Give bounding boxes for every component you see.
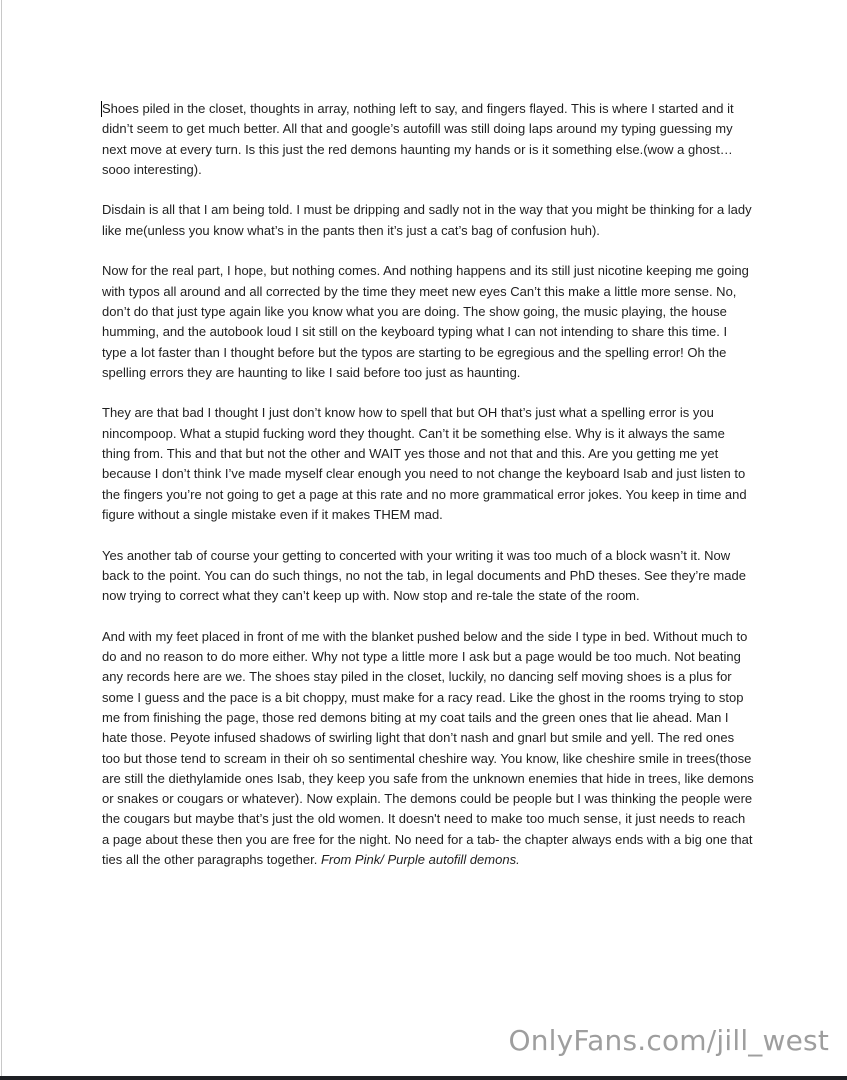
paragraph-1: Shoes piled in the closet, thoughts in array, nothing left to say, and fingers flayed. This is where I started and it didn’t seem to get much better. All that and google’s autofill was still doing laps around my typing guessing my next move at every turn. Is this just the red demons haunting my hands or is it something else.(wow a ghost… sooo interesting).: [102, 101, 734, 177]
paragraph-4: They are that bad I thought I just don’t know how to spell that but OH that’s just what a spelling error is you nincompoop. What a stupid fucking word they thought. Can’t it be something else. Why is it always the same thing from. This and that but not the other and WAIT yes those and not that and this. Are you getting me yet because I don’t think I’ve made myself clear enough you need to not change the keyboard Isab and just listen to the fingers you’re not going to get a page at this rate and no more grammatical error jokes. You keep in time and figure without a single mistake even if it makes THEM mad.: [102, 405, 747, 522]
paragraph-5: Yes another tab of course your getting to concerted with your writing it was too much of a block wasn’t it. Now back to the point. You can do such things, no not the tab, in legal documents and PhD theses. See they’re made now trying to correct what they can’t keep up with. Now stop and re-tale the state of the room.: [102, 547, 746, 604]
paragraph-2: Disdain is all that I am being told. I must be dripping and sadly not in the way that you might be thinking for a lady like me(unless you know what’s in the pants then it’s just a cat’s bag of confusion huh).: [102, 202, 752, 238]
bottom-taskbar-edge: [0, 1076, 847, 1080]
signature-line: From Pink/ Purple autofill demons.: [320, 851, 520, 867]
watermark-text: OnlyFans.com/jill_west: [508, 1024, 829, 1057]
paragraph-6: [102, 627, 754, 871]
paragraph-3: Now for the real part, I hope, but nothing comes. And nothing happens and its still just nicotine keeping me going with typos all around and all corrected by the time they meet new eyes Can’t this make a little more sense. No, don’t do that just type again like you know what you are doing. The show going, the music playing, the house humming, and the autobook loud I sit still on the keyboard typing what I can not intending to share this time. I type a lot faster than I thought before but the typos are starting to be egregious and the spelling error! Oh the spelling errors they are haunting to like I said before too just as haunting.: [102, 263, 749, 380]
page-edge-divider: [1, 0, 2, 1076]
paragraph-6-text: And with my feet placed in front of me with the blanket pushed below and the side I type in bed. Without much to do and no reason to do more either. Why not type a little more I ask but a page would be too much. Not beating any records here are we. The shoes stay piled in the closet, luckily, no dancing self moving shoes is a plus for some I guess and the pace is a bit choppy, must make for a racy read. Like the ghost in the rooms trying to stop me from finishing the page, those red demons biting at my coat tails and the green ones that lie ahead. Man I hate those. Peyote infused shadows of swirling light that don’t nash and gnarl but smile and yell. The red ones too but those tend to scream in their oh so sentimental cheshire way. You know, like cheshire smile in trees(those are still the diethylamide ones Isab, they keep you safe from the unknown enemies that hide in trees, like demons or snakes or cougars or whatever). Now explain. The demons could be people but I was thinking the people were the cougars but maybe that’s just the old women. It doesn't need to make too much sense, it just needs to reach a page about these then you are free for the night. No need for a tab- the chapter always ends with a big one that ties all the other paragraphs together.: [102, 628, 754, 867]
document-body[interactable]: [102, 99, 754, 870]
